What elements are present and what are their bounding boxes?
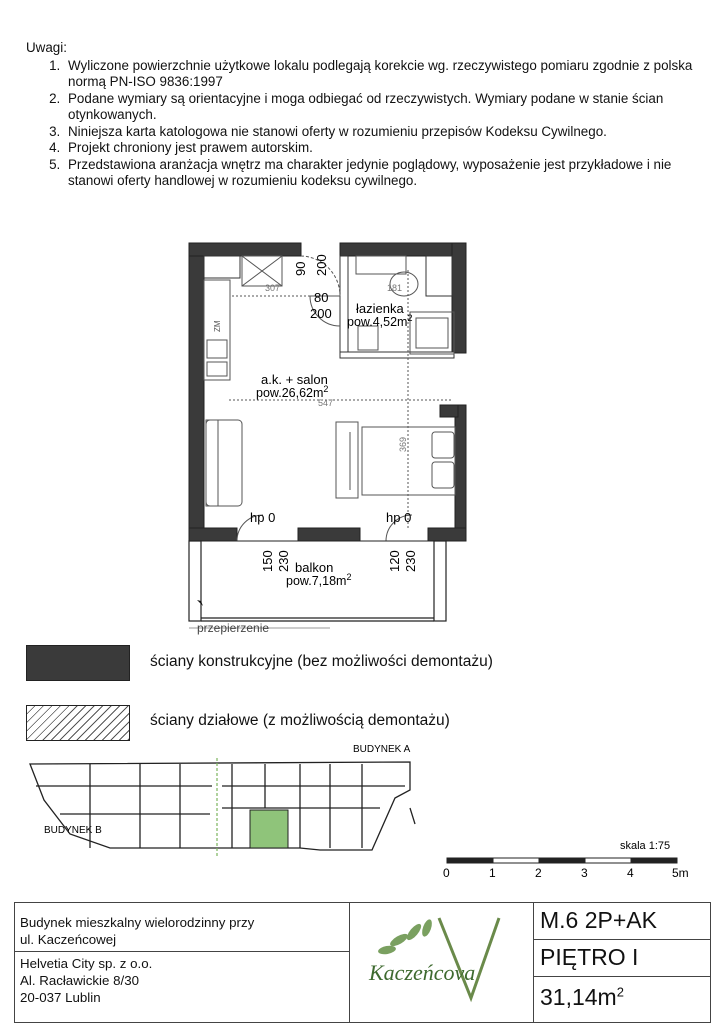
- building-a-label: BUDYNEK A: [353, 744, 411, 755]
- building-b-label: BUDYNEK B: [44, 825, 102, 836]
- scale-tick: 3: [581, 866, 588, 880]
- floor-label: PIĘTRO I: [540, 944, 639, 970]
- wall-bottom-mid: [298, 528, 360, 541]
- bal-right-a: 120: [387, 550, 402, 572]
- door-bath-height: 200: [310, 306, 332, 321]
- door-top-height: 200: [314, 254, 329, 276]
- kitchen-mark: ZM: [213, 320, 222, 332]
- scale-tick: 2: [535, 866, 542, 880]
- bathroom-name: łazienka: [356, 301, 404, 316]
- scale-tick: 0: [443, 866, 450, 880]
- partition-label: przepierzenie: [197, 621, 270, 635]
- dim-307: 307: [265, 283, 281, 293]
- door-bath-width: 80: [314, 290, 329, 305]
- company-postcode: 20-037 Lublin: [20, 990, 101, 1005]
- footer: [14, 902, 711, 1023]
- building-line1: Budynek mieszkalny wielorodzinny przy: [20, 915, 255, 930]
- building-outline: [30, 762, 410, 850]
- site-plan: [0, 738, 723, 888]
- wall-right-lower: [455, 405, 466, 541]
- balcony-area: $pow.7,18m^2$: [286, 572, 352, 588]
- wall-top-left: [189, 243, 301, 256]
- unit-area: $31,14m^2$: [540, 984, 624, 1010]
- threshold-right: hp 0: [386, 510, 412, 525]
- company-address: Al. Racławickie 8/30: [20, 973, 139, 988]
- scale-label: skala 1:75: [620, 840, 671, 852]
- unit-highlight: [250, 810, 288, 848]
- bal-left-b: 230: [276, 550, 291, 572]
- balcony-name: balkon: [295, 560, 334, 575]
- scale-tick: 5m: [672, 866, 689, 880]
- legend-partition-swatch: [26, 705, 130, 741]
- dim-181: 181: [387, 283, 403, 293]
- dim-369: 369: [398, 436, 408, 452]
- note-item: 4. Projekt chroniony jest prawem autorskim.: [64, 140, 706, 157]
- bathroom-area: $pow.4,52m^2$: [347, 313, 413, 329]
- note-item: 5. Przedstawiona aranżacja wnętrz ma charakter jedynie poglądowy, wyposażenie jest przykładowe i nie stanowi oferty handlowej w rozumieniu kodeksu cywilnego.: [64, 157, 706, 190]
- bath-partition-bottom: [340, 352, 454, 358]
- threshold-left: hp 0: [250, 510, 276, 525]
- legend-structural-label: ściany konstrukcyjne (bez możliwości demontażu): [150, 653, 493, 670]
- logo: [359, 910, 529, 1010]
- legend-partition-label: ściany działowe (z możliwością demontażu): [150, 712, 450, 729]
- wall-top-right: [340, 243, 466, 256]
- building-line2: ul. Kaczeńcowej: [20, 932, 117, 947]
- scale-tick: 4: [627, 866, 634, 880]
- unit-code: M.6 2P+AK: [540, 907, 657, 933]
- note-item: 2. Podane wymiary są orientacyjne i moga odbiegać od rzeczywistych. Wymiary podane w stanie ścian otynkowanych.: [64, 91, 706, 124]
- leaf-icon: [377, 918, 433, 955]
- door-top-width: 90: [293, 261, 308, 276]
- dim-547: 547: [318, 398, 334, 408]
- note-item: 1. Wyliczone powierzchnie użytkowe lokalu podlegają korekcie wg. rzeczywistego pomiaru zgodnie z polska normą PN-ISO 9836:1997: [64, 58, 706, 91]
- bal-right-b: 230: [403, 550, 418, 572]
- bal-left-a: 150: [260, 550, 275, 572]
- logo-v-icon: [439, 918, 499, 998]
- note-item: 3. Niniejsza karta katologowa nie stanowi oferty w rozumieniu przepisów Kodeksu Cywilnego.: [64, 124, 706, 141]
- legend-structural-swatch: [26, 645, 130, 681]
- wall-bottom-left: [189, 528, 237, 541]
- scale-tick: 1: [489, 866, 496, 880]
- bath-partition-left: [340, 256, 348, 356]
- notes-title: Uwagi:: [26, 40, 67, 55]
- logo-text: Kaczeńcova: [369, 960, 476, 985]
- living-name: a.k. + salon: [261, 372, 328, 387]
- company-name: Helvetia City sp. z o.o.: [20, 956, 153, 971]
- wall-left: [189, 243, 204, 541]
- wall-bottom-right: [428, 528, 466, 541]
- living-area: $pow.26,62m^2$: [256, 384, 329, 400]
